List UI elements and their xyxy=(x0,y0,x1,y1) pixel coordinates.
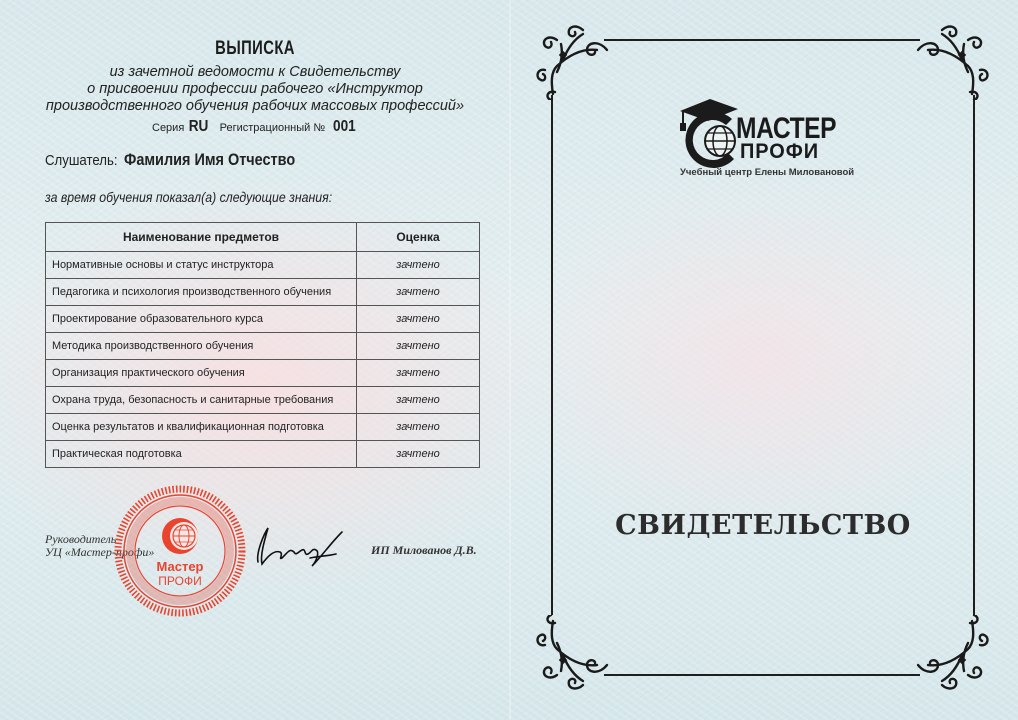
table-row xyxy=(46,360,480,387)
extract-title: ВЫПИСКА xyxy=(215,38,295,59)
ornament-corner-top-left xyxy=(527,10,617,100)
signer-role-line: УЦ «Мастер-профи» xyxy=(45,545,155,559)
certificate-title: СВИДЕТЕЛЬСТВО xyxy=(615,510,911,541)
table-row xyxy=(46,414,480,441)
subtitle-line: из зачетной ведомости к Свидетельству xyxy=(109,64,401,80)
grade-cell: зачтено xyxy=(357,387,480,414)
grade-cell: зачтено xyxy=(357,252,480,279)
signer-role-line: Руководитель xyxy=(45,532,117,546)
signer-name: ИП Милованов Д.В. xyxy=(371,543,477,557)
grades-table xyxy=(45,222,480,468)
header-subject: Наименование предметов xyxy=(46,223,357,252)
logo-caption: Учебный центр Елены Миловановой xyxy=(680,167,855,178)
logo-wordmark-sub: ПРОФИ xyxy=(740,140,820,163)
grade-cell: зачтено xyxy=(357,306,480,333)
subject-cell: Оценка результатов и квалификационная подготовка xyxy=(46,414,357,441)
grade-cell: зачтено xyxy=(357,441,480,468)
logo-wordmark: МАСТЕР xyxy=(736,112,837,145)
stamp-text-line1: Мастер xyxy=(156,559,204,574)
ornament-corner-bottom-right xyxy=(908,615,998,705)
grade-cell: зачтено xyxy=(357,414,480,441)
subject-cell: Организация практического обучения xyxy=(46,360,357,387)
table-row xyxy=(46,387,480,414)
ornament-corner-bottom-left xyxy=(527,615,617,705)
listener xyxy=(45,150,325,170)
frame-bottom-line xyxy=(604,674,920,676)
registration-number: 001 xyxy=(333,118,356,135)
series-value: RU xyxy=(189,118,209,135)
subject-cell: Педагогика и психология производственного обучения xyxy=(46,279,357,306)
ornament-corner-top-right xyxy=(908,10,998,100)
header-grade: Оценка xyxy=(357,223,480,252)
subject-cell: Практическая подготовка xyxy=(46,441,357,468)
subject-cell: Методика производственного обучения xyxy=(46,333,357,360)
listener-label: Слушатель: xyxy=(45,152,118,169)
registration-label: Регистрационный № xyxy=(219,122,326,134)
table-row xyxy=(46,279,480,306)
subject-cell: Нормативные основы и статус инструктора xyxy=(46,252,357,279)
globe-icon xyxy=(162,518,198,554)
subtitle-line: о присвоении профессии рабочего «Инструктор xyxy=(87,81,423,97)
subject-cell: Проектирование образовательного курса xyxy=(46,306,357,333)
table-row xyxy=(46,252,480,279)
subtitle-line: производственного обучения рабочих массовых профессий» xyxy=(45,98,465,114)
grade-cell: зачтено xyxy=(357,279,480,306)
frame-top-line xyxy=(604,39,920,41)
series-label: Серия xyxy=(152,122,185,134)
grade-cell: зачтено xyxy=(357,360,480,387)
official-stamp xyxy=(113,484,247,618)
table-row xyxy=(46,333,480,360)
subject-cell: Охрана труда, безопасность и санитарные требования xyxy=(46,387,357,414)
signature xyxy=(250,522,350,572)
table-header-row xyxy=(46,223,480,252)
series-registration xyxy=(0,118,510,136)
extract-subtitle xyxy=(0,64,510,115)
listener-name: Фамилия Имя Отчество xyxy=(123,150,295,169)
grade-cell: зачтено xyxy=(357,333,480,360)
stamp-text-line2: ПРОФИ xyxy=(158,574,202,588)
shown-knowledge-text: за время обучения показал(а) следующие знания: xyxy=(45,189,333,205)
table-row xyxy=(46,306,480,333)
table-row xyxy=(46,441,480,468)
